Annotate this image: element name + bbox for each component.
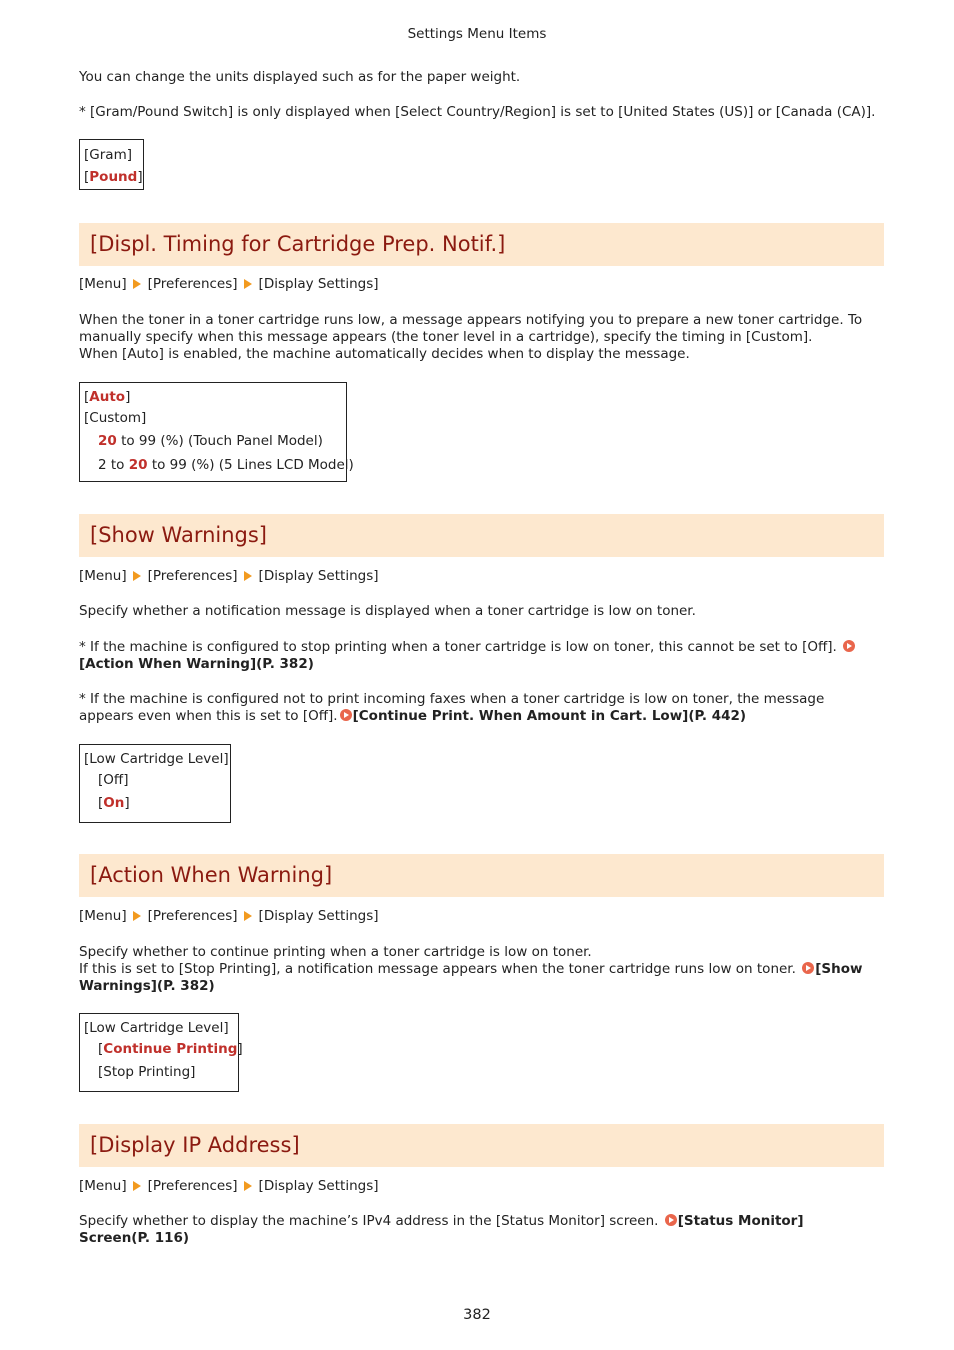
- triangle-right-icon: [244, 1181, 252, 1191]
- cartridge-prep-description: When the toner in a toner cartridge runs low, a message appears notifying you to prepare a new toner cartridge. To manually specify when this message appears (the toner level in a cartridge), specify the timing in [Custom]. When [Auto] is enabled, the machine automatically decides when to display the message.: [79, 312, 863, 362]
- triangle-right-icon: [244, 571, 252, 581]
- option-auto: [Auto]: [84, 389, 131, 405]
- display-ip-description: Specify whether to display the machine’s IPv4 address in the [Status Monitor] screen. [Status Monitor] Screen(P. 116): [79, 1213, 804, 1246]
- option-custom-lcd: 2 to 20 to 99 (%) (5 Lines LCD Model): [98, 457, 354, 473]
- show-warnings-description: Specify whether a notification message is displayed when a toner cartridge is low on toner.: [79, 603, 696, 619]
- option-custom: [Custom]: [84, 410, 147, 426]
- option-custom-touch-panel: 20 to 99 (%) (Touch Panel Model): [98, 433, 323, 449]
- option-on: [On]: [98, 795, 130, 811]
- section-heading-action-when-warning: [Action When Warning]: [79, 854, 884, 897]
- xref-status-monitor[interactable]: [Status Monitor] Screen(P. 116): [79, 1213, 804, 1246]
- page-number: 382: [463, 1307, 491, 1323]
- option-group-low-cartridge: [Low Cartridge Level]: [84, 1020, 229, 1036]
- link-arrow-icon[interactable]: [665, 1214, 677, 1226]
- breadcrumb: [Menu] [Preferences] [Display Settings]: [79, 276, 379, 292]
- section-heading-cartridge-prep: [Displ. Timing for Cartridge Prep. Notif.]: [79, 223, 884, 266]
- action-when-warning-options: [79, 1013, 243, 1092]
- link-arrow-icon[interactable]: [843, 640, 855, 652]
- triangle-right-icon: [244, 911, 252, 921]
- option-continue-printing: [Continue Printing]: [98, 1041, 243, 1057]
- triangle-right-icon: [133, 571, 141, 581]
- breadcrumb: [Menu] [Preferences] [Display Settings]: [79, 1178, 379, 1194]
- breadcrumb: [Menu] [Preferences] [Display Settings]: [79, 908, 379, 924]
- running-header: Settings Menu Items: [407, 26, 547, 42]
- xref-show-warnings[interactable]: [Show Warnings](P. 382): [79, 961, 863, 994]
- gram-pound-options: [79, 139, 144, 190]
- show-warnings-note-2: * If the machine is configured not to print incoming faxes when a toner cartridge is low on toner, the message appears even when this is set to [Off]. [Continue Print. When Amount in Cart. Low](P. 442): [79, 691, 825, 724]
- show-warnings-note-1: * If the machine is configured to stop printing when a toner cartridge is low on toner, this cannot be set to [Off]. [Action When Warning](P. 382): [79, 639, 869, 673]
- cartridge-prep-options: [79, 382, 354, 482]
- triangle-right-icon: [133, 279, 141, 289]
- gram-pound-note: * [Gram/Pound Switch] is only displayed when [Select Country/Region] is set to [United States (US)] or [Canada (CA)].: [79, 104, 876, 120]
- option-gram: [Gram]: [84, 147, 132, 163]
- triangle-right-icon: [133, 911, 141, 921]
- option-off: [Off]: [98, 772, 129, 788]
- action-when-warning-description: Specify whether to continue printing when a toner cartridge is low on toner. If this is set to [Stop Printing], a notification message appears when the toner cartridge runs low on toner. [Show Warnings](P. 382): [79, 944, 863, 994]
- option-stop-printing: [Stop Printing]: [98, 1064, 196, 1080]
- link-arrow-icon[interactable]: [802, 962, 814, 974]
- xref-continue-print[interactable]: [Continue Print. When Amount in Cart. Low](P. 442): [352, 708, 747, 724]
- triangle-right-icon: [244, 279, 252, 289]
- breadcrumb: [Menu] [Preferences] [Display Settings]: [79, 568, 379, 584]
- option-group-low-cartridge: [Low Cartridge Level]: [84, 751, 229, 767]
- section-heading-display-ip: [Display IP Address]: [79, 1124, 884, 1167]
- option-pound: [Pound]: [84, 169, 143, 185]
- link-arrow-icon[interactable]: [340, 709, 352, 721]
- show-warnings-options: [79, 744, 231, 823]
- xref-action-when-warning[interactable]: [Action When Warning](P. 382): [79, 656, 314, 672]
- section-heading-show-warnings: [Show Warnings]: [79, 514, 884, 557]
- units-description: You can change the units displayed such as for the paper weight.: [79, 69, 521, 85]
- triangle-right-icon: [133, 1181, 141, 1191]
